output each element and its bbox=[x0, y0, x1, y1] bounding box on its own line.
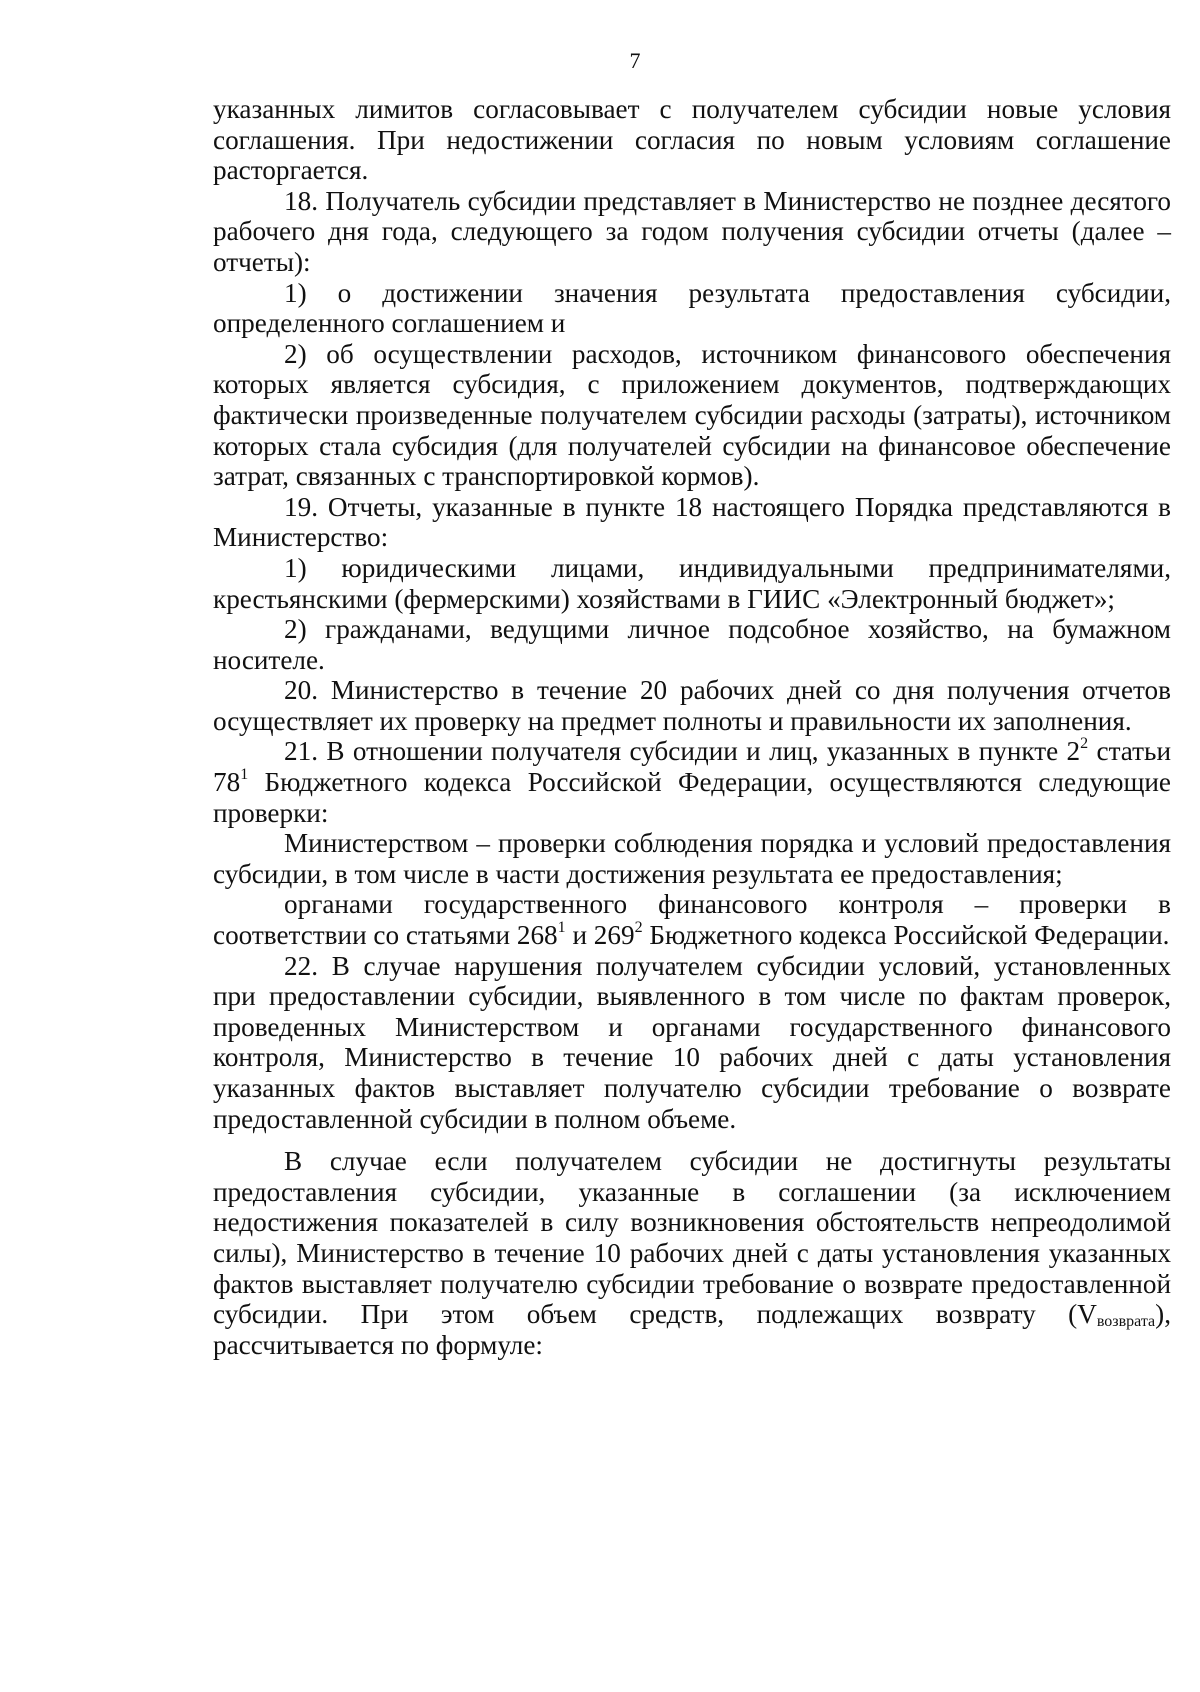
result-case-subscript: возврата bbox=[1096, 1313, 1156, 1331]
paragraph-21-superscript-a: 2 bbox=[1080, 735, 1089, 753]
result-case-text-c: ), рассчитывается по формуле: bbox=[213, 1299, 1171, 1360]
paragraph-19-item-2: 2) гражданами, ведущими личное подсобное хозяйство, на бумажном носителе. bbox=[213, 614, 1171, 675]
paragraph-18: 18. Получатель субсидии представляет в Министерство не позднее десятого рабочего дня года, следующего за годом получения субсидии отчеты (далее – отчеты): bbox=[213, 185, 1171, 277]
control-checks-text-a: органами государственного финансового контроля – проверки в соответствии со статьями 268 bbox=[213, 889, 1171, 951]
paragraph-22-result-case bbox=[213, 1146, 1171, 1360]
paragraph-18-item-1: 1) о достижении значения результата предоставления субсидии, определенного соглашением и bbox=[213, 277, 1171, 339]
paragraph-21-superscript-b: 1 bbox=[240, 766, 249, 784]
paragraph-21 bbox=[213, 736, 1171, 828]
paragraph-19: 19. Отчеты, указанные в пункте 18 настоящего Порядка представляются в Министерство: bbox=[213, 491, 1171, 553]
control-checks-superscript-a: 1 bbox=[557, 919, 566, 937]
paragraph-21-control-checks bbox=[213, 889, 1171, 950]
control-checks-superscript-b: 2 bbox=[634, 919, 643, 937]
paragraph-21-ministry-checks: Министерством – проверки соблюдения порядка и условий предоставления субсидии, в том числе в части достижения результата ее предоставления; bbox=[213, 828, 1171, 889]
paragraph-18-item-2: 2) об осуществлении расходов, источником финансового обеспечения которых является субсидия, с приложением документов, подтверждающих фактически произведенные получателем субсидии расходы (затраты), источником которых стала субсидия (для получателей субсидии на финансовое обеспечение затрат, связанных с транспортировкой кормов). bbox=[213, 338, 1171, 492]
control-checks-text-c: Бюджетного кодекса Российской Федерации. bbox=[642, 920, 1170, 951]
paragraph-20: 20. Министерство в течение 20 рабочих дней со дня получения отчетов осуществляет их проверку на предмет полноты и правильности их заполнения. bbox=[213, 675, 1171, 736]
control-checks-text-b: и 269 bbox=[565, 920, 635, 951]
paragraph-21-text-c: Бюджетного кодекса Российской Федерации, осуществляются следующие проверки: bbox=[213, 767, 1171, 828]
paragraph-22: 22. В случае нарушения получателем субсидии условий, установленных при предоставлении субсидии, выявленного в том числе по фактам проверок, проведенных Министерством и органами государственного финансового контроля, Министерство в течение 10 рабочих дней с даты установления указанных фактов выставляет получателю субсидии требование о возврате предоставленной субсидии в полном объеме. bbox=[213, 950, 1171, 1134]
paragraph-21-text-a: 21. В отношении получателя субсидии и лиц, указанных в пункте 2 bbox=[284, 736, 1081, 767]
document-body bbox=[213, 94, 1171, 1360]
paragraph-19-item-1: 1) юридическими лицами, индивидуальными предпринимателями, крестьянскими (фермерскими) хозяйствами в ГИИС «Электронный бюджет»; bbox=[213, 552, 1171, 614]
paragraph-21-text-b: статьи 78 bbox=[213, 736, 1171, 798]
paragraph-continuation: указанных лимитов согласовывает с получателем субсидии новые условия соглашения. При недостижении согласия по новым условиям соглашение расторгается. bbox=[213, 94, 1171, 186]
result-case-text-a: В случае если получателем субсидии не достигнуты результаты предоставления субсидии, указанные в соглашении (за исключением недостижения показателей в силу возникновения обстоятельств непреодолимой силы), Министерство в течение 10 рабочих дней с даты установления указанных фактов выставляет получателю субсидии требование о возврате предоставленной субсидии. При этом объем средств, подлежащих возврату (V bbox=[213, 1146, 1171, 1330]
page-number: 7 bbox=[629, 48, 641, 73]
